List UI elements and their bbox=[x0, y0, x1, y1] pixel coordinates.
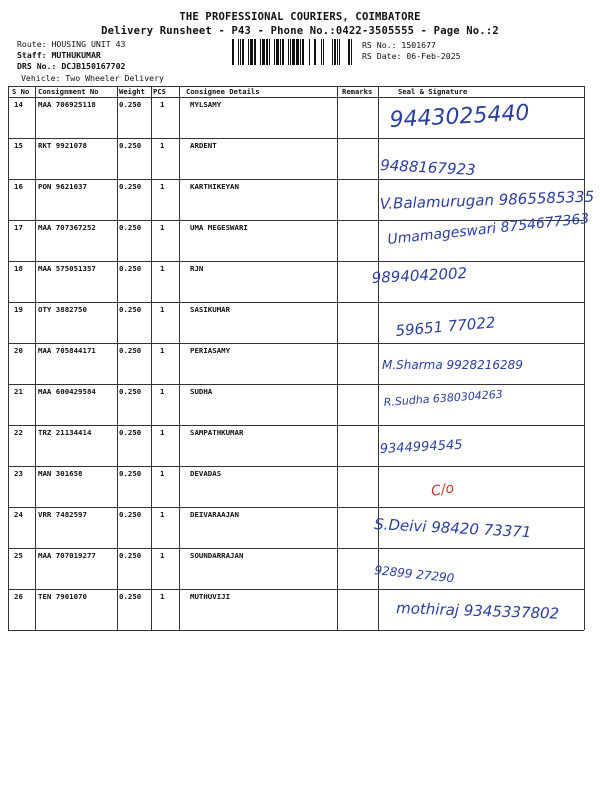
cell-consignee: SAMPATHKUMAR bbox=[190, 428, 244, 437]
cell-sno: 25 bbox=[14, 551, 23, 560]
col-header-remarks: Remarks bbox=[342, 87, 373, 96]
cell-weight: 0.250 bbox=[119, 223, 142, 232]
barcode-bar bbox=[250, 39, 253, 65]
rs-date: RS Date: 06-Feb-2025 bbox=[362, 51, 461, 61]
barcode-bar bbox=[266, 39, 268, 65]
cell-weight: 0.250 bbox=[119, 469, 142, 478]
barcode-icon bbox=[232, 39, 356, 65]
handwritten-signature: S.Deivi 98420 73371 bbox=[373, 515, 532, 542]
cell-pcs: 1 bbox=[160, 100, 165, 109]
barcode-bar bbox=[351, 39, 352, 65]
col-header-pcs: PCS bbox=[153, 87, 166, 96]
cell-consignment: MAA 705844171 bbox=[38, 346, 96, 355]
cell-consignment: MAA 707367252 bbox=[38, 223, 96, 232]
cell-pcs: 1 bbox=[160, 141, 165, 150]
cell-weight: 0.250 bbox=[119, 264, 142, 273]
cell-consignee: RJN bbox=[190, 264, 204, 273]
handwritten-signature: 9488167923 bbox=[379, 156, 477, 179]
barcode-bar bbox=[309, 39, 310, 65]
cell-consignee: KARTHIKEYAN bbox=[190, 182, 239, 191]
header-left bbox=[17, 39, 125, 72]
barcode-bar bbox=[262, 39, 265, 65]
cell-sno: 20 bbox=[14, 346, 23, 355]
col-header-consignment: Consignment No bbox=[38, 87, 99, 96]
cell-pcs: 1 bbox=[160, 264, 165, 273]
col-header-sno: S No bbox=[12, 87, 30, 96]
route-label: Route: HOUSING UNIT 43 bbox=[17, 39, 126, 49]
cell-weight: 0.250 bbox=[119, 346, 142, 355]
cell-pcs: 1 bbox=[160, 387, 165, 396]
cell-consignee: UMA MEGESWARI bbox=[190, 223, 248, 232]
handwritten-signature: 59651 77022 bbox=[394, 313, 497, 340]
barcode-bar bbox=[280, 39, 281, 65]
cell-consignee: MYLSAMY bbox=[190, 100, 222, 109]
cell-weight: 0.250 bbox=[119, 510, 142, 519]
barcode-bar bbox=[339, 39, 340, 65]
cell-consignment: MAN 301658 bbox=[38, 469, 83, 478]
barcode-bar bbox=[302, 39, 304, 65]
cell-sno: 24 bbox=[14, 510, 23, 519]
cell-consignment: OTY 3882750 bbox=[38, 305, 87, 314]
handwritten-signature: 92899 27290 bbox=[373, 563, 455, 586]
barcode-bar bbox=[334, 39, 336, 65]
drs-label: DRS No.: DCJB150167702 bbox=[17, 61, 126, 71]
cell-consignment: TEN 7901070 bbox=[38, 592, 87, 601]
handwritten-signature: C/o bbox=[429, 480, 456, 500]
cell-consignee: PERIASAMY bbox=[190, 346, 231, 355]
handwritten-signature: R.Sudha 6380304263 bbox=[383, 387, 504, 409]
barcode-bar bbox=[337, 39, 338, 65]
rs-number: RS No.: 1501677 bbox=[362, 40, 436, 50]
barcode-bar bbox=[323, 39, 324, 65]
barcode-bar bbox=[238, 39, 239, 65]
barcode-bar bbox=[296, 39, 299, 65]
table-rule bbox=[8, 630, 584, 631]
cell-consignment: TRZ 21134414 bbox=[38, 428, 92, 437]
cell-consignee: SUDHA bbox=[190, 387, 213, 396]
col-header-weight: Weight bbox=[119, 87, 145, 96]
barcode-bar bbox=[248, 39, 249, 65]
cell-weight: 0.250 bbox=[119, 592, 142, 601]
cell-consignment: RKT 9921078 bbox=[38, 141, 87, 150]
cell-sno: 22 bbox=[14, 428, 23, 437]
handwritten-signature: mothiraj 9345337802 bbox=[395, 599, 560, 623]
cell-pcs: 1 bbox=[160, 346, 165, 355]
barcode-bar bbox=[269, 39, 270, 65]
barcode-bar bbox=[276, 39, 279, 65]
staff-label: Staff: MUTHUKUMAR bbox=[17, 50, 101, 60]
cell-sno: 26 bbox=[14, 592, 23, 601]
barcode-bar bbox=[288, 39, 289, 65]
cell-pcs: 1 bbox=[160, 305, 165, 314]
cell-consignment: MAA 707019277 bbox=[38, 551, 96, 560]
cell-sno: 18 bbox=[14, 264, 23, 273]
cell-sno: 15 bbox=[14, 141, 23, 150]
vehicle-label: Vehicle: Two Wheeler Delivery bbox=[21, 73, 164, 83]
barcode-bar bbox=[292, 39, 295, 65]
cell-consignment: MAA 706925118 bbox=[38, 100, 96, 109]
cell-consignment: MAA 575051357 bbox=[38, 264, 96, 273]
handwritten-signature: V.Balamurugan 9865585335 bbox=[379, 187, 595, 213]
handwritten-signature: M.Sharma 9928216289 bbox=[382, 358, 523, 372]
cell-consignment: VRR 7482597 bbox=[38, 510, 87, 519]
cell-sno: 17 bbox=[14, 223, 23, 232]
barcode-bar bbox=[314, 39, 316, 65]
cell-consignment: MAA 600429584 bbox=[38, 387, 96, 396]
runsheet-title: Delivery Runsheet - P43 - Phone No.:0422-3505555 - Page No.:2 bbox=[101, 25, 499, 37]
cell-sno: 16 bbox=[14, 182, 23, 191]
handwritten-signature: 9894042002 bbox=[371, 264, 468, 287]
barcode-bar bbox=[282, 39, 284, 65]
cell-weight: 0.250 bbox=[119, 182, 142, 191]
signature-area bbox=[360, 86, 595, 630]
cell-sno: 21 bbox=[14, 387, 23, 396]
cell-weight: 0.250 bbox=[119, 305, 142, 314]
barcode-bar bbox=[232, 39, 234, 65]
header-right bbox=[362, 40, 461, 62]
cell-consignee: MUTHUVIJI bbox=[190, 592, 231, 601]
cell-pcs: 1 bbox=[160, 182, 165, 191]
barcode-bar bbox=[274, 39, 275, 65]
cell-weight: 0.250 bbox=[119, 428, 142, 437]
col-header-seal: Seal & Signature bbox=[398, 87, 468, 96]
cell-consignee: SOUNDARRAJAN bbox=[190, 551, 244, 560]
handwritten-signature: 9344994545 bbox=[379, 437, 463, 457]
col-header-consignee: Consignee Details bbox=[186, 87, 260, 96]
handwritten-signature: Umamageswari 8754677363 bbox=[386, 210, 590, 248]
cell-pcs: 1 bbox=[160, 510, 165, 519]
cell-pcs: 1 bbox=[160, 592, 165, 601]
barcode-bar bbox=[300, 39, 301, 65]
handwritten-signature: 9443025440 bbox=[389, 100, 531, 133]
cell-weight: 0.250 bbox=[119, 387, 142, 396]
cell-weight: 0.250 bbox=[119, 100, 142, 109]
cell-sno: 23 bbox=[14, 469, 23, 478]
cell-consignee: ARDENT bbox=[190, 141, 217, 150]
cell-consignment: PON 9621037 bbox=[38, 182, 87, 191]
barcode-bar bbox=[254, 39, 256, 65]
cell-pcs: 1 bbox=[160, 551, 165, 560]
cell-consignee: SASIKUMAR bbox=[190, 305, 231, 314]
cell-pcs: 1 bbox=[160, 223, 165, 232]
barcode-bar bbox=[290, 39, 291, 65]
barcode-bar bbox=[348, 39, 350, 65]
barcode-bar bbox=[242, 39, 244, 65]
cell-pcs: 1 bbox=[160, 428, 165, 437]
cell-consignee: DEIVARAAJAN bbox=[190, 510, 239, 519]
barcode-bar bbox=[332, 39, 333, 65]
cell-weight: 0.250 bbox=[119, 141, 142, 150]
cell-consignee: DEVADAS bbox=[190, 469, 222, 478]
cell-sno: 19 bbox=[14, 305, 23, 314]
barcode-bar bbox=[321, 39, 322, 65]
cell-pcs: 1 bbox=[160, 469, 165, 478]
cell-weight: 0.250 bbox=[119, 551, 142, 560]
barcode-bar bbox=[240, 39, 241, 65]
company-title: THE PROFESSIONAL COURIERS, COIMBATORE bbox=[179, 11, 421, 23]
barcode-bar bbox=[260, 39, 261, 65]
cell-sno: 14 bbox=[14, 100, 23, 109]
